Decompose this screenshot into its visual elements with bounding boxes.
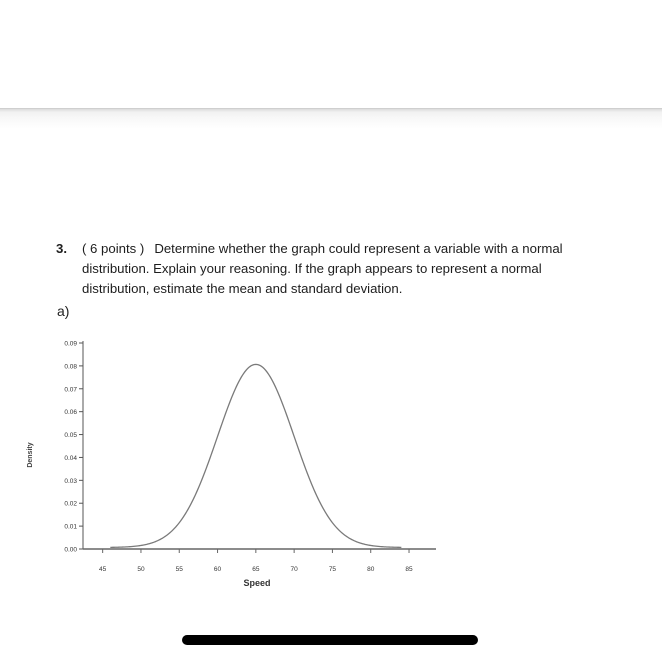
x-tick-label: 50 xyxy=(137,566,145,573)
x-tick-label: 45 xyxy=(99,566,107,573)
y-tick-label: 0.07 xyxy=(64,386,77,394)
y-tick-label: 0.06 xyxy=(64,409,77,417)
home-indicator[interactable] xyxy=(182,635,478,645)
question-text-1: Determine whether the graph could represent a variable with a normal xyxy=(154,241,563,256)
y-tick-label: 0.01 xyxy=(64,523,77,531)
question-points: ( 6 points ) xyxy=(82,241,145,256)
y-axis-label: Density xyxy=(27,442,34,468)
density-curve xyxy=(110,364,401,547)
x-tick-label: 85 xyxy=(405,566,413,573)
question-line-3: distribution, estimate the mean and standard deviation. xyxy=(82,281,403,296)
x-tick-label: 65 xyxy=(252,566,260,573)
y-tick-label: 0.02 xyxy=(64,500,77,508)
y-tick-label: 0.05 xyxy=(64,432,77,440)
question-number: 3. xyxy=(56,241,67,256)
y-tick-label: 0.00 xyxy=(64,546,77,554)
x-tick-label: 80 xyxy=(367,566,375,573)
y-tick-label: 0.03 xyxy=(64,477,77,485)
x-tick-label: 75 xyxy=(328,566,337,573)
x-tick-label: 60 xyxy=(213,566,222,573)
x-axis-label: Speed xyxy=(243,578,271,588)
part-a-label: a) xyxy=(57,303,70,319)
y-tick-label: 0.08 xyxy=(64,363,77,371)
y-tick-label: 0.09 xyxy=(64,340,77,348)
y-tick-label: 0.04 xyxy=(64,454,77,462)
x-tick-label: 55 xyxy=(175,566,183,573)
x-tick-label: 70 xyxy=(290,566,298,573)
question-line-2: distribution. Explain your reasoning. If the graph appears to represent a normal xyxy=(82,261,542,276)
